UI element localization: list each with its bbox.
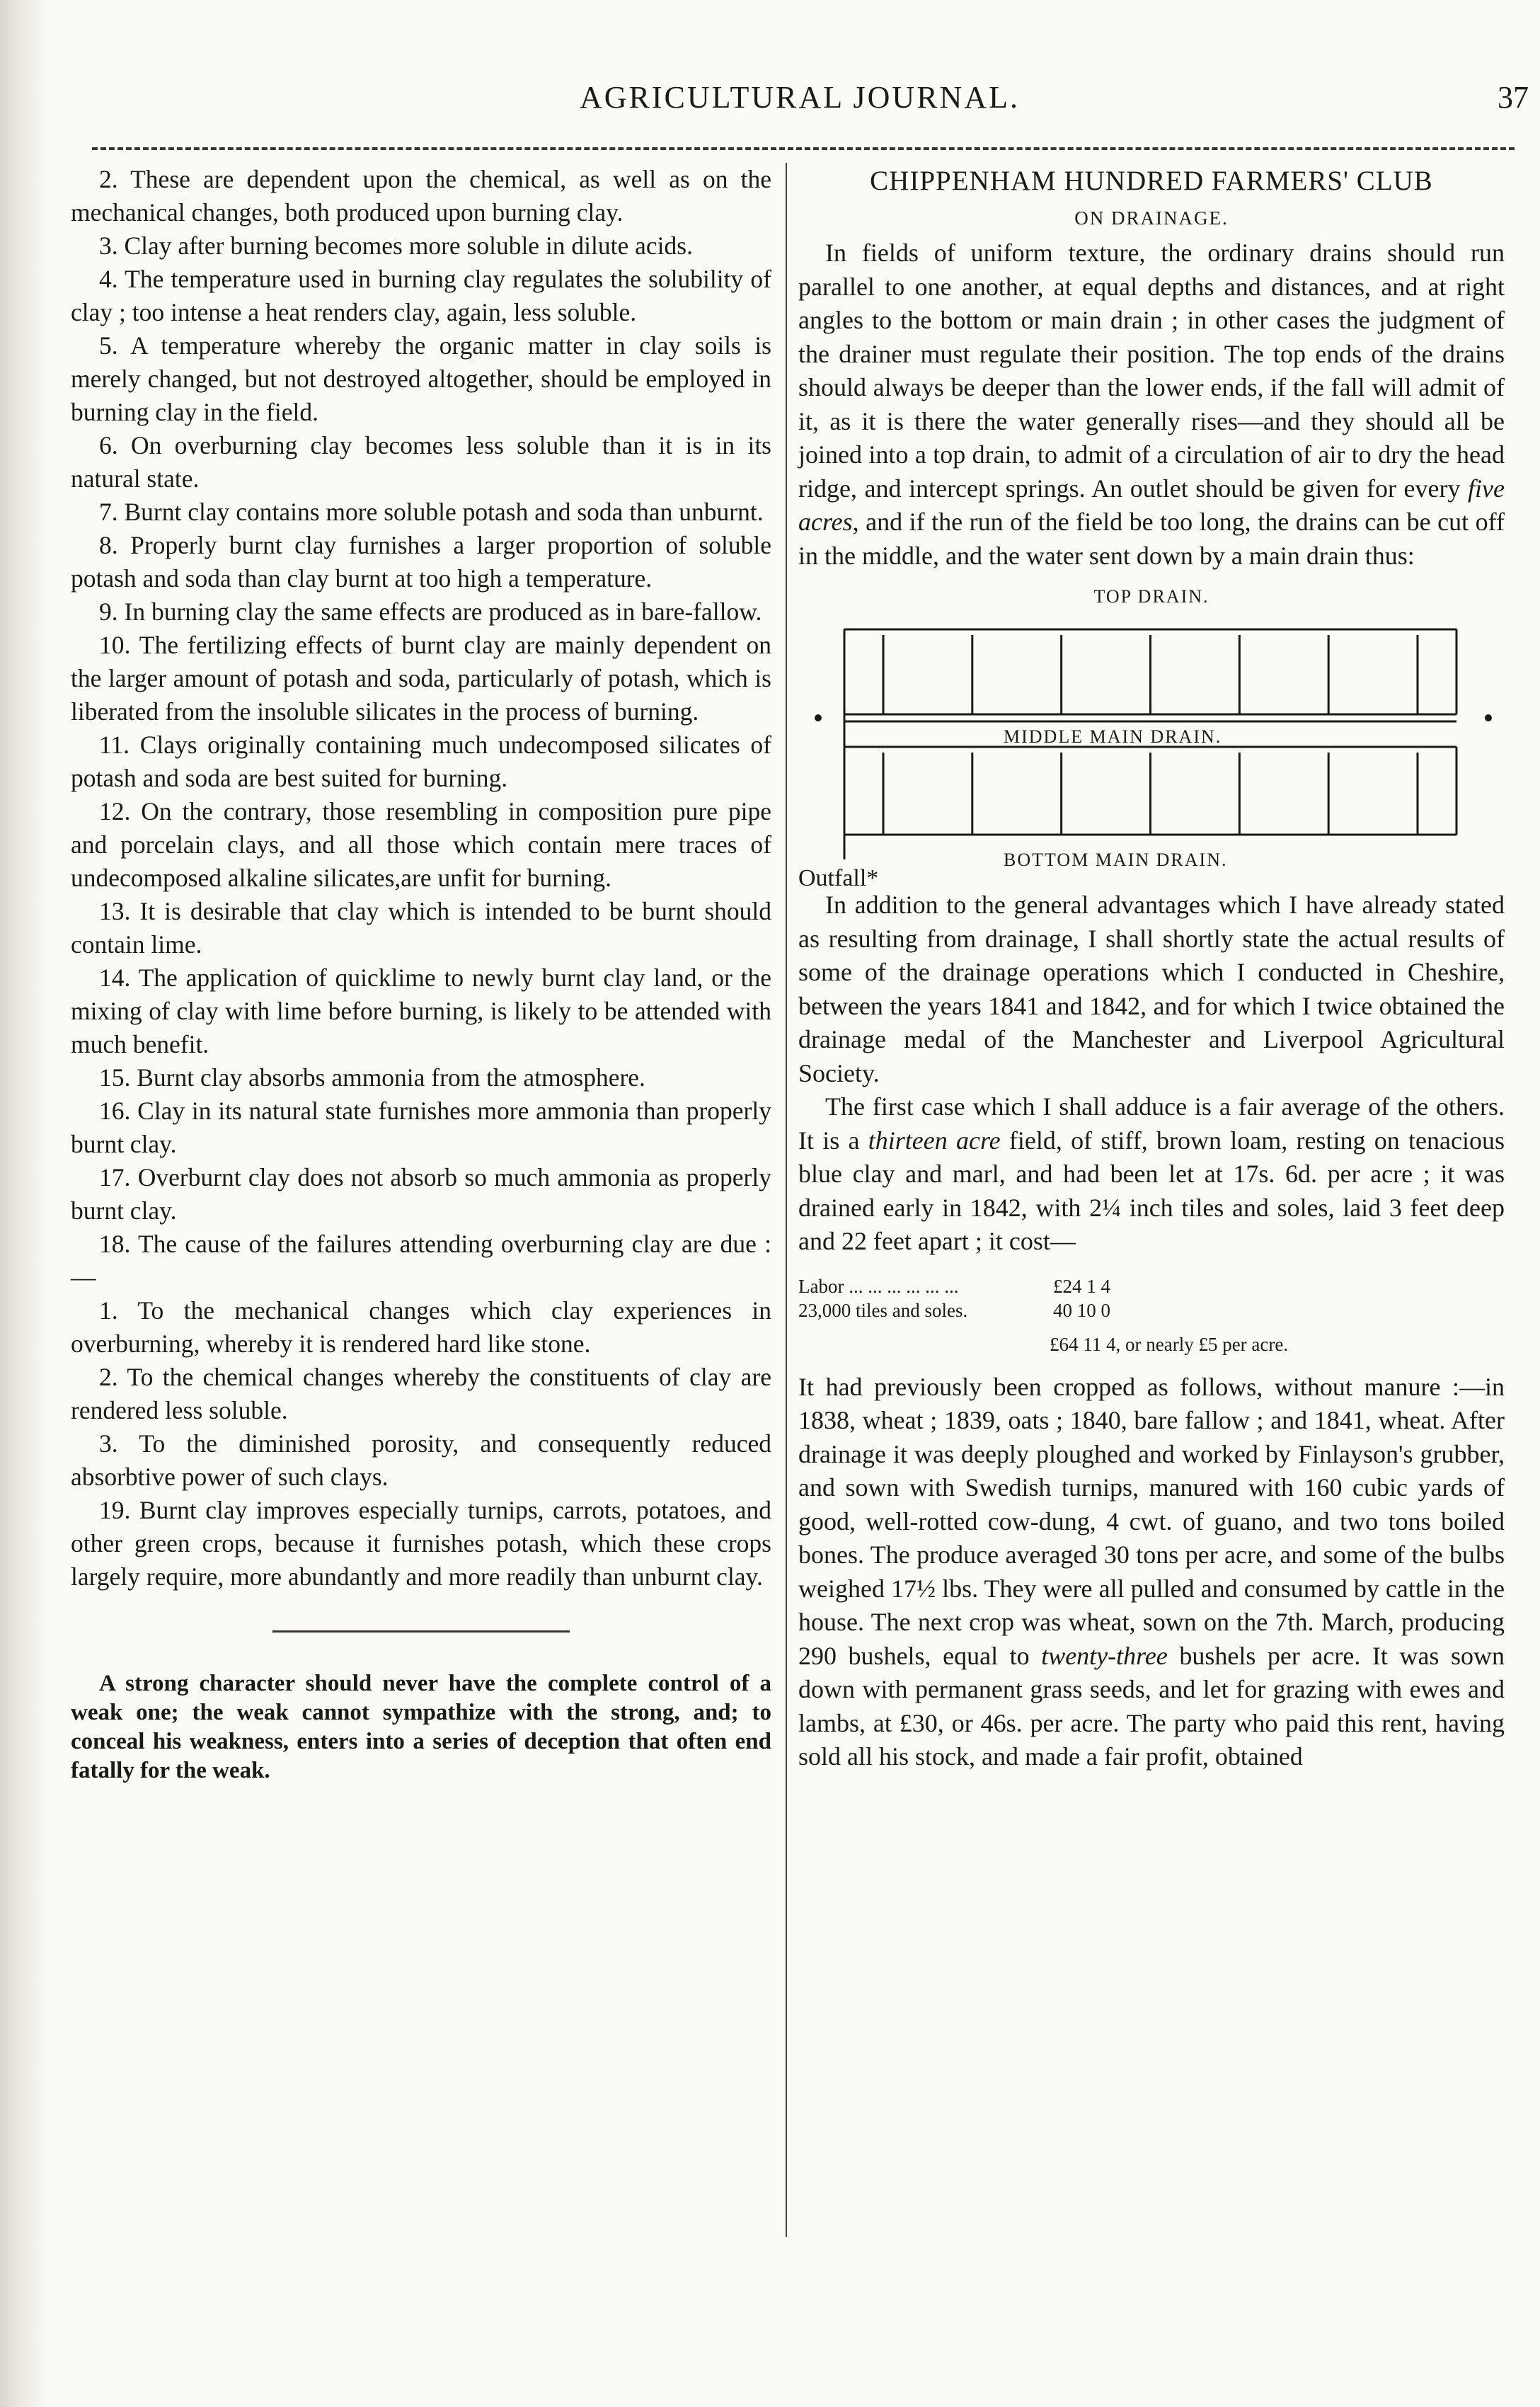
- footnote-separator: [272, 1630, 570, 1633]
- emphasis: thirteen acre: [868, 1126, 1001, 1155]
- running-title: AGRICULTURAL JOURNAL.: [580, 80, 1020, 115]
- paragraph: 15. Burnt clay absorbs ammonia from the atmosphere.: [99, 1063, 645, 1092]
- outlet-dot: [815, 714, 822, 721]
- column-divider: [786, 163, 787, 2237]
- outfall-label: Outfall*: [798, 865, 879, 891]
- paragraph: It had previously been cropped as follows, without manure :—in 1838, wheat ; 1839, oats ; 1840, bare fallow ; and 1841, wheat. After drainage it was deeply ploughed and worked by Finlayson's grubber, and sown with Swedish turnips, manured with 160 cubic yards of good, well-rotted cow-dung, 4 cwt. of guano, and two tons boiled bones. The produce averaged 30 tons per acre, and some of the bulbs weighed 17½ lbs. They were all pulled and consumed by cattle in the house. The next crop was wheat, sown on the 7th. March, producing 290 bushels, equal to twenty-three bushels per acre. It was sown down with permanent grass seeds, and let for grazing with ewes and lambs, at £30, or 46s. per acre. The party who paid this rent, having sold all his stock, and made a fair profit, obtained: [798, 1372, 1505, 1771]
- cost-row: [798, 1274, 1223, 1298]
- paragraph: 5. A temperature whereby the organic matter in clay soils is merely changed, but not destroyed altogether, should be employed in burning clay in the field.: [71, 331, 771, 426]
- paragraph: 7. Burnt clay contains more soluble potash and soda than unburnt.: [99, 498, 764, 526]
- cost-table: [798, 1274, 1505, 1322]
- paragraph: 2. These are dependent upon the chemical, as well as on the mechanical changes, both produced upon burning clay.: [71, 165, 771, 227]
- cost-total: £64 11 4, or nearly £5 per acre.: [1050, 1333, 1289, 1355]
- paragraph: 3. To the diminished porosity, and consequently reduced absorbtive power of such clays.: [71, 1429, 771, 1491]
- paragraph: 1. To the mechanical changes which clay experiences in overburning, whereby it is rendered hard like stone.: [71, 1296, 771, 1358]
- paragraph: 11. Clays originally containing much undecomposed silicates of potash and soda are best suited for burning.: [71, 731, 771, 792]
- footnote-text: A strong character should never have the complete control of a weak one; the weak cannot sympathize with the strong, and; to conceal his weakness, enters into a series of deception that often end fatally for the weak.: [71, 1671, 771, 1783]
- paragraph: 18. The cause of the failures attending overburning clay are due :—: [71, 1230, 771, 1291]
- section-subheading: ON DRAINAGE.: [1074, 207, 1229, 229]
- middle-main-drain-label: MIDDLE MAIN DRAIN.: [1004, 726, 1222, 747]
- paragraph: The first case which I shall adduce is a fair average of the others. It is a thirteen acre field, of stiff, brown loam, resting on tenacious blue clay and marl, and had been let at 17s. 6d. per acre ; it was drained early in 1842, with 2¼ inch tiles and soles, laid 3 feet deep and 22 feet apart ; it cost—: [798, 1092, 1505, 1255]
- paragraph: 3. Clay after burning becomes more soluble in dilute acids.: [99, 231, 693, 260]
- footnote: [71, 1669, 771, 1785]
- paragraph: 12. On the contrary, those resembling in composition pure pipe and porcelain clays, and all those which contain mere traces of undecomposed alkaline silicates,are unfit for burning.: [71, 797, 771, 892]
- paragraph: 8. Properly burnt clay furnishes a larger proportion of soluble potash and soda than clay burnt at too high a temperature.: [71, 531, 771, 593]
- drainage-diagram: [798, 580, 1505, 891]
- paragraph: 17. Overburnt clay does not absorb so much ammonia as properly burnt clay.: [71, 1163, 771, 1225]
- page-header: [71, 79, 1529, 136]
- paragraph: 4. The temperature used in burning clay regulates the solubility of clay ; too intense a heat renders clay, again, less soluble.: [71, 265, 771, 326]
- cost-amount: £24 1 4: [1053, 1275, 1110, 1297]
- paragraph: 14. The application of quicklime to newly burnt clay land, or the mixing of clay with lime before burning, is likely to be attended with much benefit.: [71, 964, 771, 1058]
- paragraph: 9. In burning clay the same effects are produced as in bare-fallow.: [99, 598, 762, 626]
- paragraph: 16. Clay in its natural state furnishes more ammonia than properly burnt clay.: [71, 1097, 771, 1158]
- left-column: [71, 163, 771, 1785]
- header-rule: [92, 147, 1515, 150]
- paragraph: In addition to the general advantages which I have already stated as resulting from drainage, I shall shortly state the actual results of some of the drainage operations which I conducted in Cheshire, between the years 1841 and 1842, and for which I twice obtained the drainage medal of the Manchester and Liverpool Agricultural Society.: [798, 891, 1505, 1087]
- paragraph: 6. On overburning clay becomes less soluble than it is in its natural state.: [71, 431, 771, 493]
- cost-amount: 40 10 0: [1053, 1299, 1110, 1321]
- paragraph: 2. To the chemical changes whereby the constituents of clay are rendered less soluble.: [71, 1363, 771, 1424]
- section-heading: CHIPPENHAM HUNDRED FARMERS' CLUB: [870, 166, 1433, 196]
- page-number: 37: [1498, 80, 1529, 115]
- cost-label: 23,000 tiles and soles.: [798, 1299, 968, 1321]
- cost-label: Labor ... ... ... ... ... ...: [798, 1275, 959, 1297]
- bottom-main-drain-label: BOTTOM MAIN DRAIN.: [1004, 850, 1228, 870]
- right-column: [798, 163, 1505, 1774]
- emphasis: five acres: [798, 474, 1505, 536]
- paragraph: 10. The fertilizing effects of burnt clay are mainly dependent on the larger amount of potash and soda, particularly of potash, which is liberated from the insoluble silicates in the process of burning.: [71, 631, 771, 726]
- cost-row: [798, 1298, 1223, 1322]
- paragraph: 19. Burnt clay improves especially turnips, carrots, potatoes, and other green crops, because it furnishes potash, which these crops largely require, more abundantly and more readily than unburnt clay.: [71, 1496, 771, 1591]
- outlet-dot: [1485, 714, 1492, 721]
- paragraph: In fields of uniform texture, the ordinary drains should run parallel to one another, at equal depths and distances, and at right angles to the bottom or main drain ; in other cases the judgment of the drainer must regulate their position. The top ends of the drains should always be deeper than the lower ends, if the fall will admit of it, as it is there the water generally rises—and they should all be joined into a top drain, to admit of a circulation of air to dry the head ridge, and intercept springs. An outlet should be given for every five acres, and if the run of the field be too long, the drains can be cut off in the middle, and the water sent down by a main drain thus:: [798, 239, 1505, 570]
- paragraph: 13. It is desirable that clay which is intended to be burnt should contain lime.: [71, 897, 771, 959]
- emphasis: twenty-three: [1041, 1641, 1168, 1670]
- top-drain-label: TOP DRAIN.: [1093, 586, 1209, 607]
- page-binding-edge: [0, 0, 50, 2407]
